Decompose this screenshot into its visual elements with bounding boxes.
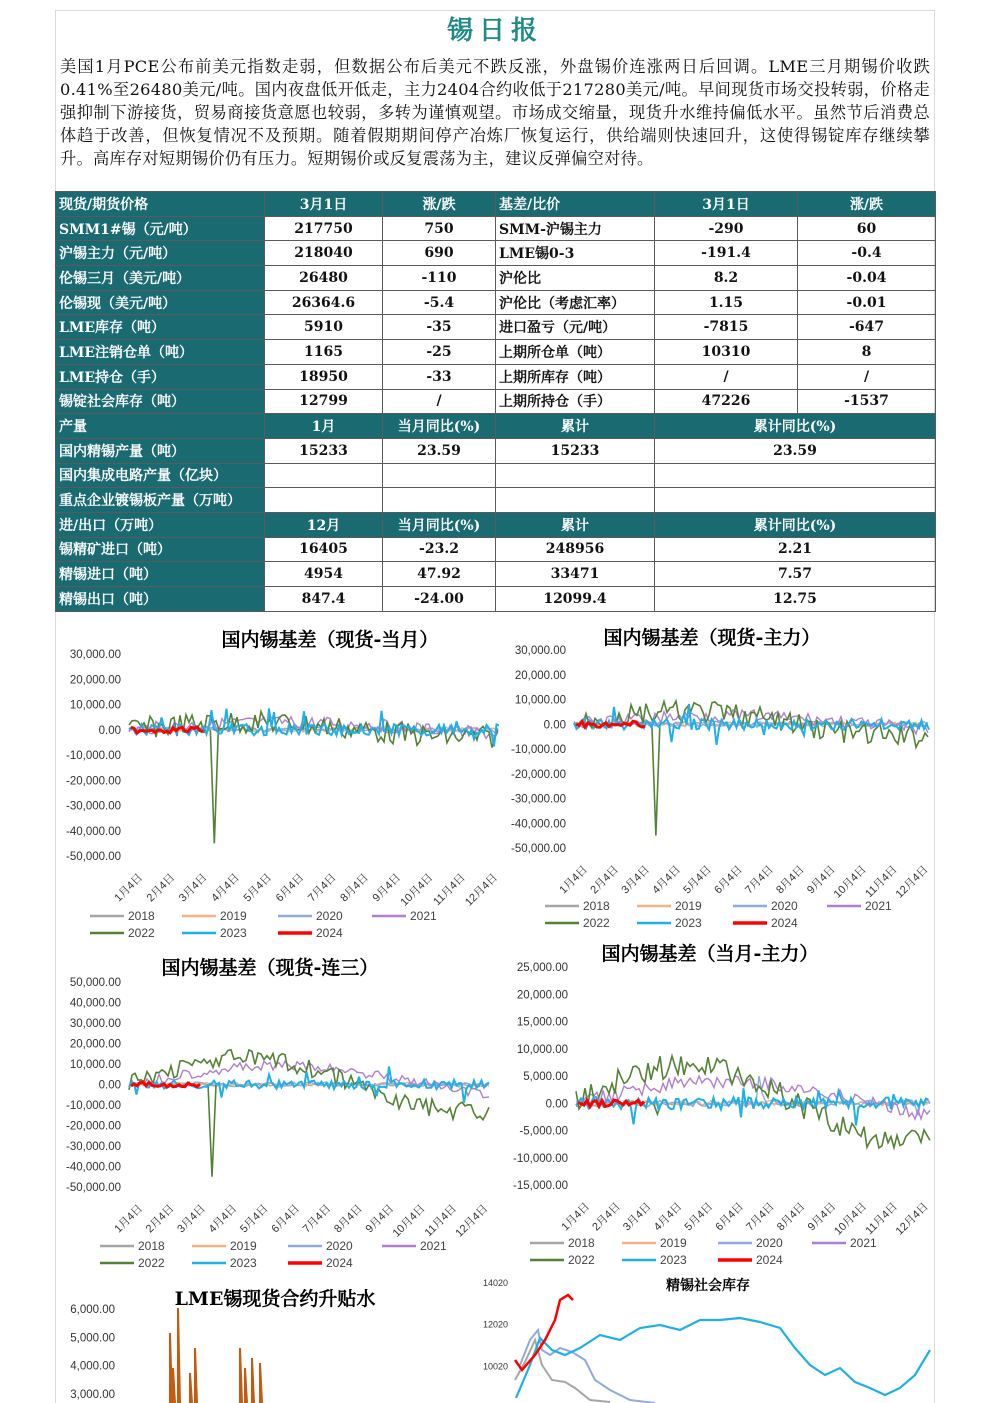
- x-tick-label: 7月4日: [305, 871, 339, 905]
- y-tick-label: -50,000.00: [511, 843, 566, 855]
- chart-lme-spread: [60, 1280, 480, 1403]
- y-tick-label: 20,000.00: [69, 1038, 121, 1051]
- x-tick-label: 9月4日: [805, 1200, 839, 1234]
- table-cell: 26364.6: [265, 290, 383, 315]
- y-tick-label: 3,000.00: [70, 1388, 115, 1401]
- series-2020: [520, 1330, 655, 1403]
- table-cell: 锡锭社会库存（吨）: [56, 389, 265, 414]
- table-cell: 当月同比(%): [383, 512, 496, 537]
- y-tick-label: 10020: [482, 1361, 508, 1372]
- table-cell: 涨/跌: [383, 192, 496, 217]
- table-row: [56, 512, 936, 537]
- series-2022-spike: [208, 1085, 216, 1177]
- table-cell: 23.59: [655, 438, 936, 463]
- legend-label-2023: 2023: [230, 1256, 257, 1270]
- y-tick-label: 20,000.00: [69, 674, 121, 687]
- table-cell: -24.00: [383, 587, 496, 612]
- x-tick-label: 6月4日: [713, 1200, 747, 1234]
- table-cell: 18950: [265, 364, 383, 389]
- x-tick-label: 12月4日: [453, 1202, 491, 1240]
- x-tick-label: 10月4日: [832, 1200, 870, 1238]
- legend-label-2018: 2018: [583, 899, 610, 913]
- table-cell: -35: [383, 315, 496, 340]
- table-cell: [496, 463, 655, 488]
- legend-label-2024: 2024: [326, 1256, 353, 1270]
- y-tick-label: 6,000.00: [70, 1304, 115, 1316]
- y-tick-label: 10,000.00: [514, 694, 566, 707]
- chart-title: 精锡社会库存: [666, 1278, 750, 1294]
- table-row: [56, 216, 936, 241]
- y-tick-label: 30,000.00: [514, 645, 566, 657]
- table-cell: 10310: [655, 340, 798, 365]
- market-summary: 美国1月PCE公布前美元指数走弱，但数据公布后美元不跌反涨，外盘锡价连涨两日后回调。LME三月期锡价收跌0.41%至26480美元/吨。国内夜盘低开低走，主力2404合约收低于217280美元/吨。早间现货市场交投转弱，价格走强抑制下游接货，贸易商接货意愿也较弱，多转为谨慎观望。市场成交缩量，现货升水维持偏低水平。虽然节后消费总体趋于改善，但恢复情况不及预期。随着假期期间停产冶炼厂恢复运行，供给端则快速回升，这使得锡锭库存继续攀升。高库存对短期锡价仍有压力。短期锡价或反复震荡为主，建议反弹偏空对待。: [60, 57, 930, 168]
- table-row: [56, 290, 936, 315]
- table-cell: 国内集成电路产量（亿块）: [56, 463, 265, 488]
- legend-label-2018: 2018: [128, 909, 155, 923]
- lme-spike: [173, 1368, 175, 1403]
- y-tick-label: 10,000.00: [516, 1043, 568, 1056]
- x-tick-label: 1月4日: [557, 863, 591, 897]
- x-tick-label: 3月4日: [620, 1200, 654, 1234]
- chart-svg: [480, 1270, 935, 1403]
- y-tick-label: 0.00: [98, 724, 121, 737]
- chart-svg: [500, 622, 935, 932]
- y-tick-label: 4,000.00: [70, 1360, 115, 1373]
- table-row: [56, 364, 936, 389]
- table-cell: 3月1日: [265, 192, 383, 217]
- x-tick-label: 1月4日: [112, 1202, 146, 1236]
- x-tick-label: 11月4日: [431, 871, 468, 909]
- x-tick-label: 11月4日: [863, 1200, 900, 1238]
- table-cell: 产量: [56, 414, 265, 439]
- y-tick-label: 14020: [482, 1278, 508, 1288]
- x-tick-label: 5月4日: [241, 871, 275, 905]
- y-tick-label: 40,000.00: [69, 997, 121, 1010]
- chart-svg: [500, 940, 935, 1270]
- table-cell: 5910: [265, 315, 383, 340]
- y-tick-label: -10,000.00: [66, 750, 121, 762]
- y-tick-label: 5,000.00: [70, 1332, 115, 1345]
- table-cell: LME库存（吨）: [56, 315, 265, 340]
- table-cell: 精锡出口（吨）: [56, 587, 265, 612]
- legend-label-2024: 2024: [771, 916, 798, 930]
- table-cell: 1165: [265, 340, 383, 365]
- table-cell: [655, 488, 936, 513]
- table-cell: 累计: [496, 512, 655, 537]
- lme-spike: [260, 1363, 262, 1403]
- table-cell: 847.4: [265, 587, 383, 612]
- x-tick-label: 12月4日: [893, 1200, 931, 1238]
- x-tick-label: 12月4日: [462, 871, 500, 909]
- table-cell: -647: [798, 315, 936, 340]
- chart-svg: [60, 622, 500, 952]
- table-cell: 12.75: [655, 587, 936, 612]
- y-tick-label: 5,000.00: [523, 1071, 568, 1083]
- y-tick-label: 0.00: [545, 1098, 568, 1111]
- chart-title: 国内锡基差（当月-主力）: [601, 943, 819, 965]
- legend-label-2021: 2021: [850, 1236, 877, 1250]
- legend-label-2020: 2020: [771, 899, 798, 913]
- legend-label-2023: 2023: [220, 926, 247, 940]
- table-cell: 12099.4: [496, 587, 655, 612]
- table-row: [56, 414, 936, 439]
- legend-label-2021: 2021: [420, 1239, 447, 1253]
- legend-label-2023: 2023: [660, 1253, 687, 1267]
- legend-label-2019: 2019: [660, 1236, 687, 1250]
- table-cell: 3月1日: [655, 192, 798, 217]
- y-tick-label: -10,000.00: [513, 1152, 568, 1165]
- table-cell: /: [798, 364, 936, 389]
- table-row: [56, 315, 936, 340]
- table-cell: 8: [798, 340, 936, 365]
- table-cell: 218040: [265, 241, 383, 266]
- x-tick-label: 3月4日: [175, 1202, 208, 1236]
- table-cell: 26480: [265, 266, 383, 291]
- lme-spike: [240, 1348, 242, 1403]
- legend-label-2022: 2022: [568, 1253, 595, 1267]
- table-cell: 23.59: [383, 438, 496, 463]
- table-cell: [655, 463, 936, 488]
- chart-svg: [60, 952, 500, 1272]
- x-tick-label: 4月4日: [206, 1202, 240, 1236]
- table-cell: 进/出口（万吨）: [56, 512, 265, 537]
- table-cell: [265, 488, 383, 513]
- chart-title: LME锡现货合约升贴水: [174, 1288, 376, 1310]
- y-tick-label: -40,000.00: [66, 825, 121, 838]
- x-tick-label: 10月4日: [398, 871, 436, 909]
- x-tick-label: 10月4日: [831, 863, 869, 901]
- table-row: [56, 537, 936, 562]
- table-cell: 217750: [265, 216, 383, 241]
- table-cell: -110: [383, 266, 496, 291]
- legend-label-2024: 2024: [756, 1253, 783, 1267]
- y-tick-label: -40,000.00: [511, 818, 566, 831]
- chart-basis-spot-current: [60, 622, 500, 952]
- table-cell: 当月同比(%): [383, 414, 496, 439]
- table-cell: 1月: [265, 414, 383, 439]
- table-cell: 沪伦比: [496, 266, 655, 291]
- series-2023: [576, 1088, 929, 1125]
- legend-label-2018: 2018: [138, 1239, 165, 1253]
- legend-label-2022: 2022: [128, 926, 155, 940]
- table-cell: 上期所仓单（吨）: [496, 340, 655, 365]
- chart-title: 国内锡基差（现货-连三）: [161, 957, 379, 979]
- y-tick-label: -20,000.00: [511, 768, 566, 781]
- table-cell: SMM-沪锡主力: [496, 216, 655, 241]
- x-tick-label: 4月4日: [209, 871, 242, 905]
- table-row: [56, 438, 936, 463]
- table-cell: 16405: [265, 537, 383, 562]
- chart-basis-spot-third: [60, 952, 500, 1272]
- legend-label-2020: 2020: [756, 1236, 783, 1250]
- table-cell: 累计同比(%): [655, 512, 936, 537]
- legend-label-2023: 2023: [675, 916, 702, 930]
- legend-label-2020: 2020: [326, 1239, 353, 1253]
- table-cell: 2.21: [655, 537, 936, 562]
- table-cell: 进口盈亏（元/吨）: [496, 315, 655, 340]
- table-cell: -0.04: [798, 266, 936, 291]
- series-2024: [515, 1295, 573, 1370]
- table-cell: 4954: [265, 562, 383, 587]
- table-cell: -0.01: [798, 290, 936, 315]
- x-tick-label: 8月4日: [774, 1200, 808, 1234]
- x-tick-label: 2月4日: [144, 871, 178, 905]
- series-2024: [578, 1100, 644, 1107]
- series-2022-spike: [210, 730, 218, 844]
- lme-spike: [245, 1368, 247, 1403]
- table-cell: SMM1#锡（元/吨）: [56, 216, 265, 241]
- table-row: [56, 463, 936, 488]
- y-tick-label: -10,000.00: [511, 744, 566, 756]
- table-cell: 15233: [265, 438, 383, 463]
- table-cell: 现货/期货价格: [56, 192, 265, 217]
- lme-spike: [252, 1358, 254, 1403]
- table-cell: 33471: [496, 562, 655, 587]
- chart-title: 国内锡基差（现货-当月）: [221, 629, 439, 651]
- table-cell: -0.4: [798, 241, 936, 266]
- x-tick-label: 8月4日: [338, 871, 371, 905]
- table-cell: 8.2: [655, 266, 798, 291]
- table-cell: 上期所库存（吨）: [496, 364, 655, 389]
- table-cell: LME锡0-3: [496, 241, 655, 266]
- legend-label-2022: 2022: [138, 1256, 165, 1270]
- y-tick-label: -10,000.00: [66, 1100, 121, 1112]
- table-cell: -191.4: [655, 241, 798, 266]
- table-cell: 7.57: [655, 562, 936, 587]
- table-cell: [383, 463, 496, 488]
- x-tick-label: 2月4日: [588, 863, 622, 897]
- table-cell: [265, 463, 383, 488]
- table-row: [56, 562, 936, 587]
- legend-label-2019: 2019: [675, 899, 702, 913]
- table-cell: 690: [383, 241, 496, 266]
- y-tick-label: -50,000.00: [66, 851, 121, 863]
- y-tick-label: 0.00: [98, 1079, 121, 1092]
- x-tick-label: 5月4日: [681, 863, 714, 897]
- table-cell: 上期所持仓（手）: [496, 389, 655, 414]
- table-row: [56, 340, 936, 365]
- y-tick-label: 20,000.00: [516, 989, 568, 1002]
- table-cell: LME注销仓单（吨）: [56, 340, 265, 365]
- y-tick-label: 30,000.00: [69, 1018, 121, 1030]
- x-tick-label: 9月4日: [805, 863, 838, 897]
- x-tick-label: 7月4日: [300, 1202, 334, 1236]
- x-tick-label: 8月4日: [774, 863, 807, 897]
- x-tick-label: 11月4日: [863, 863, 900, 901]
- table-cell: 12月: [265, 512, 383, 537]
- table-cell: -1537: [798, 389, 936, 414]
- x-tick-label: 9月4日: [363, 1202, 397, 1236]
- table-row: [56, 488, 936, 513]
- table-cell: 累计: [496, 414, 655, 439]
- report-title: 锡日报: [446, 16, 543, 46]
- x-tick-label: 2月4日: [590, 1200, 623, 1234]
- table-cell: 60: [798, 216, 936, 241]
- x-tick-label: 9月4日: [370, 871, 404, 905]
- table-cell: /: [383, 389, 496, 414]
- table-cell: 1.15: [655, 290, 798, 315]
- table-cell: -290: [655, 216, 798, 241]
- y-tick-label: 50,000.00: [69, 977, 121, 989]
- x-tick-label: 8月4日: [332, 1202, 365, 1236]
- table-cell: -33: [383, 364, 496, 389]
- y-tick-label: -50,000.00: [66, 1182, 121, 1194]
- y-tick-label: 0.00: [543, 719, 566, 732]
- x-tick-label: 11月4日: [422, 1202, 460, 1240]
- x-tick-label: 6月4日: [712, 863, 745, 897]
- x-tick-label: 3月4日: [176, 871, 210, 905]
- x-tick-label: 3月4日: [619, 863, 653, 897]
- table-cell: 248956: [496, 537, 655, 562]
- lme-spike: [178, 1308, 180, 1403]
- table-row: [56, 241, 936, 266]
- table-cell: 涨/跌: [798, 192, 936, 217]
- price-table: [55, 191, 936, 612]
- y-tick-label: 30,000.00: [69, 649, 121, 661]
- x-tick-label: 7月4日: [743, 863, 776, 897]
- table-cell: 重点企业镀锡板产量（万吨）: [56, 488, 265, 513]
- y-tick-label: 10,000.00: [69, 1059, 121, 1071]
- lme-spike: [170, 1333, 172, 1403]
- legend-label-2021: 2021: [865, 899, 892, 913]
- table-cell: 沪锡主力（元/吨）: [56, 241, 265, 266]
- table-cell: -25: [383, 340, 496, 365]
- table-cell: 47.92: [383, 562, 496, 587]
- table-cell: 精锡进口（吨）: [56, 562, 265, 587]
- chart-title: 国内锡基差（现货-主力）: [603, 627, 821, 649]
- y-tick-label: -15,000.00: [513, 1180, 568, 1192]
- legend-label-2024: 2024: [316, 926, 343, 940]
- table-cell: 12799: [265, 389, 383, 414]
- table-row: [56, 192, 936, 217]
- y-tick-label: 25,000.00: [516, 962, 568, 974]
- table-cell: -23.2: [383, 537, 496, 562]
- y-tick-label: -20,000.00: [66, 1120, 121, 1133]
- table-cell: /: [655, 364, 798, 389]
- x-tick-label: 1月4日: [559, 1200, 593, 1234]
- table-row: [56, 266, 936, 291]
- table-cell: -5.4: [383, 290, 496, 315]
- y-tick-label: 10,000.00: [69, 699, 121, 712]
- y-tick-label: -20,000.00: [66, 775, 121, 788]
- lme-spike: [190, 1373, 192, 1403]
- table-cell: 伦锡三月（美元/吨）: [56, 266, 265, 291]
- x-tick-label: 4月4日: [650, 863, 683, 897]
- table-cell: 累计同比(%): [655, 414, 936, 439]
- table-cell: [383, 488, 496, 513]
- table-cell: LME持仓（手）: [56, 364, 265, 389]
- x-tick-label: 5月4日: [237, 1202, 271, 1236]
- y-tick-label: -40,000.00: [66, 1161, 121, 1174]
- table-cell: 47226: [655, 389, 798, 414]
- table-row: [56, 587, 936, 612]
- table-cell: 沪伦比（考虑汇率）: [496, 290, 655, 315]
- chart-basis-spot-main: [500, 622, 935, 932]
- y-tick-label: -5,000.00: [519, 1125, 568, 1138]
- y-tick-label: -30,000.00: [66, 1141, 121, 1153]
- x-tick-label: 12月4日: [893, 863, 931, 901]
- x-tick-label: 2月4日: [143, 1202, 177, 1236]
- lme-spike: [195, 1348, 197, 1403]
- y-tick-label: -30,000.00: [511, 793, 566, 806]
- table-cell: 15233: [496, 438, 655, 463]
- legend-label-2021: 2021: [410, 909, 437, 923]
- x-tick-label: 1月4日: [112, 871, 146, 905]
- table-cell: 国内精锡产量（吨）: [56, 438, 265, 463]
- x-tick-label: 4月4日: [651, 1200, 685, 1234]
- legend-label-2018: 2018: [568, 1236, 595, 1250]
- x-tick-label: 5月4日: [682, 1200, 716, 1234]
- table-cell: 锡精矿进口（吨）: [56, 537, 265, 562]
- chart-basis-current-main: [500, 940, 935, 1270]
- legend-label-2019: 2019: [230, 1239, 257, 1253]
- series-2022-spike: [652, 724, 660, 835]
- table-cell: 基差/比价: [496, 192, 655, 217]
- legend-label-2020: 2020: [316, 909, 343, 923]
- x-tick-label: 10月4日: [390, 1202, 428, 1240]
- table-row: [56, 389, 936, 414]
- x-tick-label: 7月4日: [744, 1200, 777, 1234]
- x-tick-label: 6月4日: [273, 871, 307, 905]
- y-tick-label: 12020: [482, 1319, 508, 1330]
- y-tick-label: -30,000.00: [66, 800, 121, 813]
- y-tick-label: 20,000.00: [514, 669, 566, 682]
- legend-label-2019: 2019: [220, 909, 247, 923]
- table-cell: 750: [383, 216, 496, 241]
- table-cell: -7815: [655, 315, 798, 340]
- chart-social-inventory: [480, 1270, 935, 1403]
- legend-label-2022: 2022: [583, 916, 610, 930]
- y-tick-label: 15,000.00: [516, 1016, 568, 1029]
- table-cell: [496, 488, 655, 513]
- x-tick-label: 6月4日: [269, 1202, 303, 1236]
- series-2023: [516, 1318, 930, 1398]
- table-cell: 伦锡现（美元/吨）: [56, 290, 265, 315]
- chart-svg: [60, 1280, 480, 1403]
